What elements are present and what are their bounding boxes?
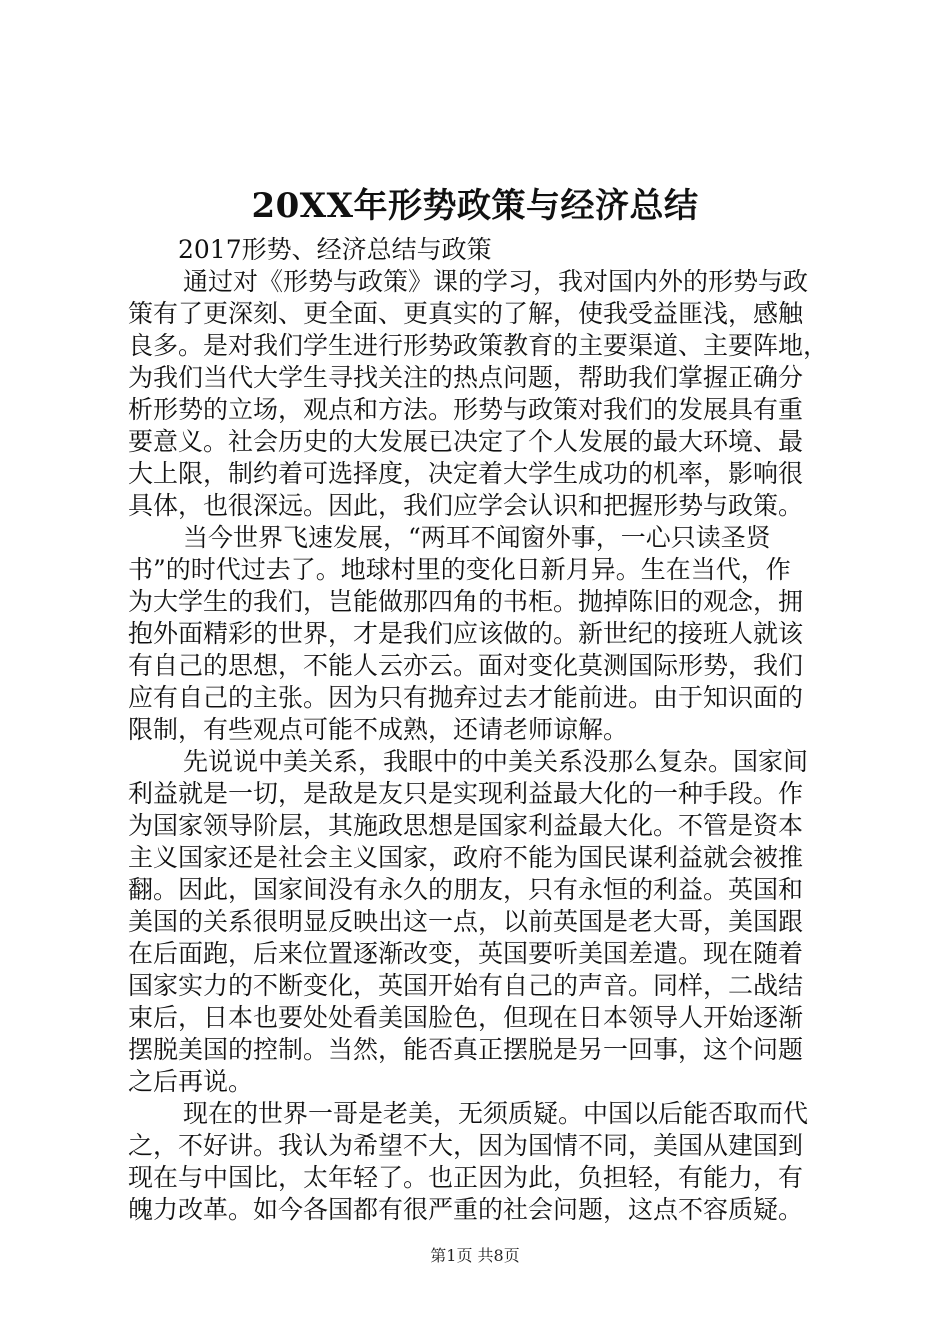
paragraph-3-line-3: 为国家领导阶层，其施政思想是国家利益最大化。不管是资本 bbox=[128, 811, 804, 840]
paragraph-3-line-2: 利益就是一切，是敌是友只是实现利益最大化的一种手段。作 bbox=[128, 779, 804, 808]
paragraph-4-line-1: 现在的世界一哥是老美，无须质疑。中国以后能否取而代 bbox=[183, 1099, 809, 1128]
paragraph-2-line-1: 当今世界飞速发展，“两耳不闻窗外事，一心只读圣贤 bbox=[183, 523, 771, 552]
page-number-footer: 第1页 共8页 bbox=[430, 1246, 520, 1265]
paragraph-1-line-7: 大上限，制约着可选择度，决定着大学生成功的机率，影响很 bbox=[128, 459, 804, 488]
paragraph-2-line-6: 应有自己的主张。因为只有抛弃过去才能前进。由于知识面的 bbox=[128, 683, 804, 712]
paragraph-1-line-2: 策有了更深刻、更全面、更真实的了解，使我受益匪浅，感触 bbox=[128, 299, 804, 328]
paragraph-3-line-6: 美国的关系很明显反映出这一点，以前英国是老大哥，美国跟 bbox=[128, 907, 804, 936]
paragraph-1-line-8: 具体，也很深远。因此，我们应学会认识和把握形势与政策。 bbox=[128, 491, 804, 520]
document-body bbox=[128, 234, 836, 1226]
paragraph-2-line-2: 书”的时代过去了。地球村里的变化日新月异。生在当代，作 bbox=[128, 555, 791, 584]
paragraph-3-line-9: 束后，日本也要处处看美国脸色，但现在日本领导人开始逐渐 bbox=[128, 1003, 804, 1032]
paragraph-1-line-1: 通过对《形势与政策》课的学习，我对国内外的形势与政 bbox=[183, 267, 809, 296]
document-title: 20XX年形势政策与经济总结 bbox=[251, 186, 699, 226]
paragraph-4-line-3: 现在与中国比，太年轻了。也正因为此，负担轻，有能力，有 bbox=[128, 1163, 804, 1192]
paragraph-1-line-6: 要意义。社会历史的大发展已决定了个人发展的最大环境、最 bbox=[128, 427, 804, 456]
paragraph-4-line-2: 之，不好讲。我认为希望不大，因为国情不同，美国从建国到 bbox=[128, 1131, 804, 1160]
paragraph-2-line-5: 有自己的思想，不能人云亦云。面对变化莫测国际形势，我们 bbox=[128, 651, 804, 680]
paragraph-3-line-5: 翻。因此，国家间没有永久的朋友，只有永恒的利益。英国和 bbox=[128, 875, 804, 904]
paragraph-2-line-7: 限制，有些观点可能不成熟，还请老师谅解。 bbox=[128, 715, 629, 744]
subtitle-line: 2017形势、经济总结与政策 bbox=[178, 235, 492, 264]
paragraph-1-line-5: 析形势的立场，观点和方法。形势与政策对我们的发展具有重 bbox=[128, 395, 804, 424]
paragraph-3-line-7: 在后面跑，后来位置逐渐改变，英国要听美国差遣。现在随着 bbox=[128, 939, 804, 968]
paragraph-2-line-4: 抱外面精彩的世界，才是我们应该做的。新世纪的接班人就该 bbox=[128, 619, 804, 648]
paragraph-3-line-11: 之后再说。 bbox=[128, 1067, 254, 1096]
paragraph-3-line-1: 先说说中美关系，我眼中的中美关系没那么复杂。国家间 bbox=[183, 747, 809, 776]
paragraph-3-line-10: 摆脱美国的控制。当然，能否真正摆脱是另一回事，这个问题 bbox=[128, 1035, 804, 1064]
paragraph-4-line-4: 魄力改革。如今各国都有很严重的社会问题，这点不容质疑。 bbox=[128, 1195, 804, 1224]
paragraph-2-line-3: 为大学生的我们，岂能做那四角的书柜。抛掉陈旧的观念，拥 bbox=[128, 587, 804, 616]
paragraph-1-line-3: 良多。是对我们学生进行形势政策教育的主要渠道、主要阵地， bbox=[128, 331, 829, 360]
paragraph-3-line-8: 国家实力的不断变化，英国开始有自己的声音。同样，二战结 bbox=[128, 971, 804, 1000]
paragraph-3-line-4: 主义国家还是社会主义国家，政府不能为国民谋利益就会被推 bbox=[128, 843, 804, 872]
paragraph-1-line-4: 为我们当代大学生寻找关注的热点问题，帮助我们掌握正确分 bbox=[128, 363, 804, 392]
